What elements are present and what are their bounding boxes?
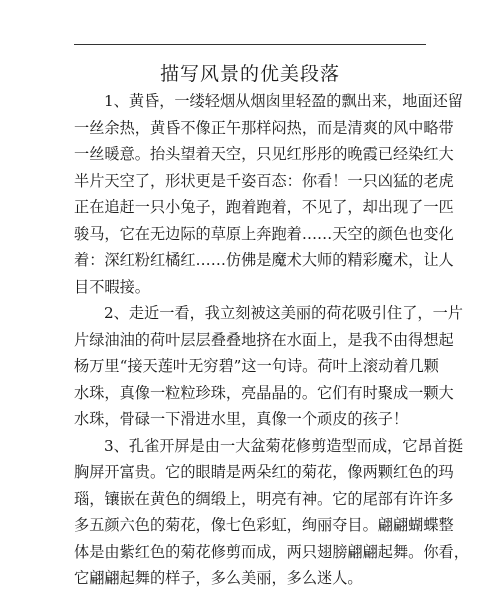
paragraph-1 <box>74 88 463 300</box>
paragraph-line: 半片天空了，形状更是千姿百态：你看！一只凶猛的老虎 <box>74 171 454 190</box>
paragraph-line: 体是由紫红色的菊花修剪而成，两只翅膀翩翩起舞。你看， <box>74 542 469 561</box>
paragraph-line: 1、黄昏，一缕轻烟从烟囱里轻盈的飘出来，地面还留 <box>104 92 463 110</box>
header-rule <box>74 44 426 45</box>
paragraph-line: 骏马，它在无边际的草原上奔跑着……天空的颜色也变化 <box>74 224 454 243</box>
paragraph-line: 正在追赶一只小兔子，跑着跑着，不见了，却出现了一匹 <box>74 198 454 216</box>
paragraph-line: 瑙，镶嵌在黄色的绸缎上，明亮有神。它的尾部有许许多 <box>74 489 454 508</box>
paragraph-line: 水珠，骨碌一下滑进水里，真像一个顽皮的孩子！ <box>74 410 409 428</box>
paragraph-line: 着：深红粉红橘红……仿佛是魔术大师的精彩魔术，让人 <box>74 251 454 269</box>
document-body <box>74 88 469 592</box>
paragraph-line: 胸屏开富贵。它的眼睛是两朵红的菊花，像两颗红色的玛 <box>74 463 454 481</box>
paragraph-line: 一丝暖意。抬头望着天空，只见红彤彤的晚霞已经染红大 <box>74 145 454 163</box>
paragraph-line: 目不暇接。 <box>74 277 150 296</box>
paragraph-line: 3、孔雀开屏是由一大盆菊花修剪造型而成，它昂首挺 <box>104 436 463 455</box>
paragraph-line: 多五颜六色的菊花，像七色彩虹，绚丽夺目。翩翩蝴蝶整 <box>74 516 454 534</box>
paragraph-line: 片绿油油的荷叶层层叠叠地挤在水面上，是我不由得想起 <box>74 330 454 349</box>
document-title: 描写风景的优美段落 <box>159 63 340 85</box>
paragraph-2 <box>74 300 463 433</box>
paragraph-line: 杨万里“接天莲叶无穷碧”这一句诗。荷叶上滚动着几颗 <box>74 357 439 375</box>
paragraph-line: 水珠，真像一粒粒珍珠，亮晶晶的。它们有时聚成一颗大 <box>74 383 454 402</box>
paragraph-3 <box>74 433 469 592</box>
paragraph-line: 一丝余热，黄昏不像正午那样闷热，而是清爽的风中略带 <box>74 118 454 137</box>
paragraph-line: 2、走近一看，我立刻被这美丽的荷花吸引住了，一片 <box>104 304 463 322</box>
paragraph-line: 它翩翩起舞的样子，多么美丽，多么迷人。 <box>74 569 363 587</box>
